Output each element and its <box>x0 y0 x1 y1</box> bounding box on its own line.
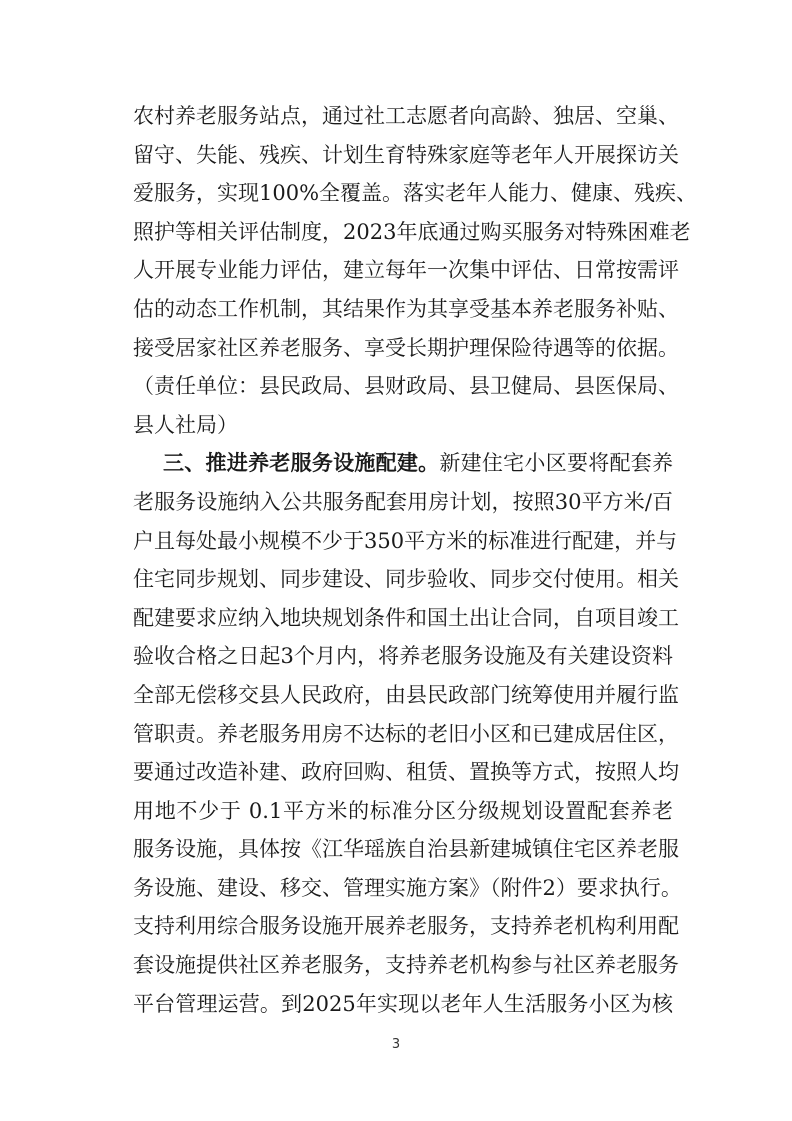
text-line: 照护等相关评估制度，2023年底通过购买服务对特殊困难老 <box>133 219 691 244</box>
text-line: 户且每处最小规模不少于350平方米的标准进行配建，并与 <box>133 528 678 553</box>
heading-line-rest: 新建住宅小区要将配套养 <box>439 451 673 476</box>
text-line: 留守、失能、残疾、计划生育特殊家庭等老年人开展探访关 <box>133 142 679 167</box>
text-line: 老服务设施纳入公共服务配套用房计划，按照30平方米/百 <box>133 489 673 514</box>
text-line: （责任单位：县民政局、县财政局、县卫健局、县医保局、 <box>133 374 679 399</box>
page-number: 3 <box>391 1037 401 1052</box>
paragraph-2 <box>133 444 682 1023</box>
text-line: 农村养老服务站点，通过社工志愿者向高龄、独居、空巢、 <box>133 104 679 128</box>
text-line: 套设施提供社区养老服务，支持养老机构参与社区养老服务 <box>133 953 679 978</box>
text-line: 验收合格之日起3个月内，将养老服务设施及有关建设资料 <box>133 644 673 669</box>
text-line: 接受居家社区养老服务、享受长期护理保险待遇等的依据。 <box>133 335 679 360</box>
text-line: 务设施、建设、移交、管理实施方案》（附件2）要求执行。 <box>133 875 682 900</box>
section-heading: 三、推进养老服务设施配建。 <box>163 450 440 476</box>
text-line: 用地不少于 0.1平方米的标准分区分级规划设置配套养老 <box>133 798 673 823</box>
text-line: 县人社局） <box>133 412 238 437</box>
text-line: 服务设施，具体按《江华瑶族自治县新建城镇住宅区养老服 <box>133 837 679 862</box>
text-line: 配建要求应纳入地块规划条件和国土出让合同，自项目竣工 <box>133 605 679 630</box>
paragraph-1 <box>133 97 698 444</box>
body-text <box>133 97 698 1023</box>
text-line: 平台管理运营。到2025年实现以老年人生活服务小区为核 <box>133 991 673 1016</box>
text-line: 住宅同步规划、同步建设、同步验收、同步交付使用。相关 <box>133 567 679 592</box>
text-line: 爱服务，实现100%全覆盖。落实老年人能力、健康、残疾、 <box>133 181 698 206</box>
text-line <box>133 444 673 483</box>
text-line: 管职责。养老服务用房不达标的老旧小区和已建成居住区， <box>133 721 679 746</box>
text-line: 支持利用综合服务设施开展养老服务，支持养老机构利用配 <box>133 914 679 939</box>
text-line: 估的动态工作机制，其结果作为其享受基本养老服务补贴、 <box>133 296 679 321</box>
text-line: 全部无偿移交县人民政府，由县民政部门统筹使用并履行监 <box>133 682 679 707</box>
text-line: 要通过改造补建、政府回购、租赁、置换等方式，按照人均 <box>133 760 679 785</box>
text-line: 人开展专业能力评估，建立每年一次集中评估、日常按需评 <box>133 258 679 283</box>
